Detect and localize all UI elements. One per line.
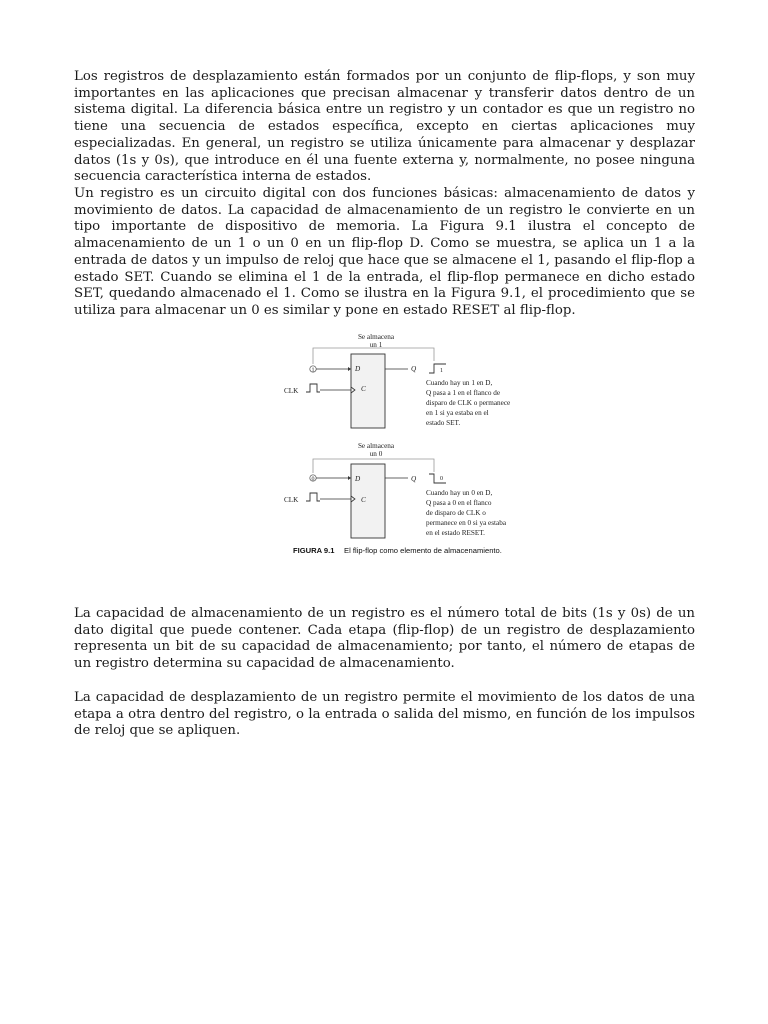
bottom-note-5: en el estado RESET. [426, 529, 485, 537]
top-clk-label: CLK [284, 387, 299, 395]
top-note-2: Q pasa a 1 en el flanco de [426, 389, 501, 397]
top-pin-d: D [355, 365, 361, 373]
bottom-note-2: Q pasa a 0 en el flanco [426, 499, 492, 507]
top-note-1: Cuando hay un 1 en D, [426, 379, 493, 387]
bottom-output-value: 0 [440, 476, 443, 482]
top-input-value: 1 [311, 367, 315, 374]
top-pin-q: Q [411, 365, 417, 373]
top-q-waveform [429, 364, 446, 373]
top-title-line2: un 1 [369, 341, 383, 349]
flip-flop-diagram [276, 328, 536, 560]
bottom-input-value: 0 [311, 476, 315, 483]
top-pin-c: C [361, 385, 366, 393]
top-d-arrow [348, 367, 351, 371]
bottom-pin-q: Q [411, 475, 417, 483]
top-title-line1: Se almacena [357, 333, 395, 341]
paragraph-intro: Los registros de desplazamiento están formados por un conjunto de flip-flops, y son muy importantes en las aplicaciones que precisan almacenar y transferir datos dentro de un sistema digital. La diferencia básica entre un registro y un contador es que un registro no tiene una secuencia de estados específica, excepto en ciertas aplicaciones muy especializadas. En general, un registro se utiliza únicamente para almacenar y desplazar datos (1s y 0s), que introduce en él una fuente externa y, normalmente, no posee ninguna secuencia característica interna de estados. [74, 69, 695, 185]
bottom-clk-label: CLK [284, 496, 299, 504]
top-note-5: estado SET. [426, 419, 461, 427]
figure-caption-label: FIGURA 9.1 [293, 546, 335, 555]
bottom-clk-pulse [306, 493, 320, 501]
top-clk-pulse [306, 384, 320, 392]
bottom-q-waveform [429, 474, 446, 483]
bottom-note-3: de disparo de CLK o [426, 509, 486, 517]
figure-caption-text: El flip-flop como elemento de almacenamiento. [344, 546, 502, 555]
bottom-title-line1: Se almacena [357, 442, 395, 450]
bottom-note-1: Cuando hay un 0 en D, [426, 489, 493, 497]
paragraph-storage-capacity: La capacidad de almacenamiento de un registro es el número total de bits (1s y 0s) de un dato digital que puede contener. Cada etapa (flip-flop) de un registro de desplazamiento representa un bit de su capacidad de almacenamiento; por tanto, el número de etapas de un registro determina su capacidad de almacenamiento. [74, 606, 695, 672]
figure-9-1 [276, 328, 536, 560]
bottom-pin-d: D [355, 475, 361, 483]
top-output-value: 1 [440, 368, 443, 374]
bottom-note-4: permanece en 0 si ya estaba [426, 519, 507, 527]
bottom-d-arrow [348, 476, 351, 480]
paragraph-register-functions: Un registro es un circuito digital con dos funciones básicas: almacenamiento de datos y movimiento de datos. La capacidad de almacenamiento de un registro le convierte en un tipo importante de dispositivo de memoria. La Figura 9.1 ilustra el concepto de almacenamiento de un 1 o un 0 en un flip-flop D. Como se muestra, se aplica un 1 a la entrada de datos y un impulso de reloj que hace que se almacene el 1, pasando el flip-flop a estado SET. Cuando se elimina el 1 de la entrada, el flip-flop permanece en dicho estado SET, quedando almacenado el 1. Como se ilustra en la Figura 9.1, el procedimiento que se utiliza para almacenar un 0 es similar y pone en estado RESET al flip-flop. [74, 186, 695, 318]
top-note-4: en 1 si ya estaba en el [426, 409, 489, 417]
bottom-title-line2: un 0 [369, 450, 383, 458]
top-note-3: disparo de CLK o permanece [426, 399, 511, 407]
paragraph-shift-capability: La capacidad de desplazamiento de un registro permite el movimiento de los datos de una etapa a otra dentro del registro, o la entrada o salida del mismo, en función de los impulsos de reloj que se apliquen. [74, 690, 695, 739]
bottom-pin-c: C [361, 496, 366, 504]
